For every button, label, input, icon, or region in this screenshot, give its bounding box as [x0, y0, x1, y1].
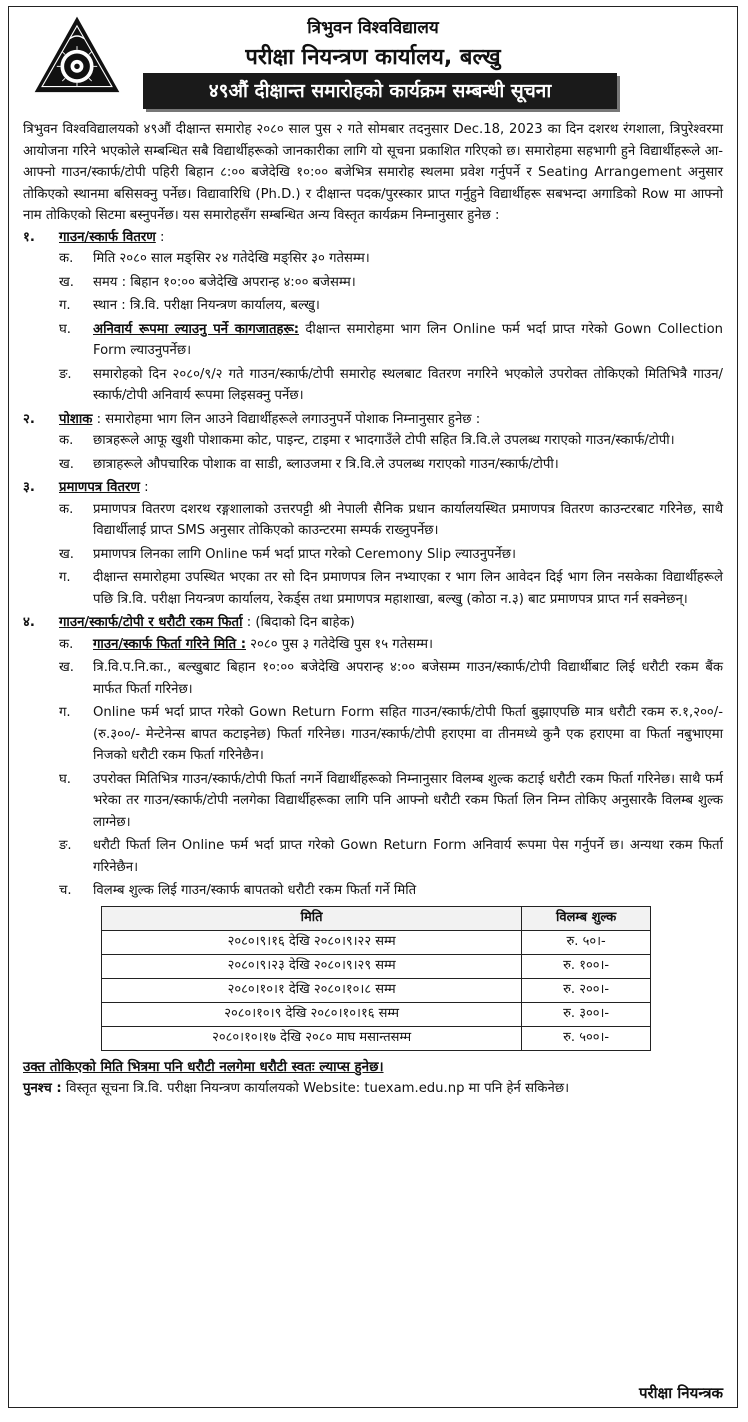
item-text: छात्रहरूले आफू खुशी पोशाकमा कोट, पाइन्ट, टाइमा र भादगाउँले टोपी सहित त्रि.वि.ले उपलब्ध गराएको गाउन/स्कार्फ/टोपी।	[93, 433, 675, 448]
item-text: स्थान : त्रि.वि. परीक्षा नियन्त्रण कार्यालय, बल्खु।	[93, 298, 320, 313]
item-label: ङ.	[59, 366, 72, 382]
section-title: प्रमाणपत्र वितरण	[59, 480, 140, 495]
section-subtitle: : समारोहमा भाग लिन आउने विद्यार्थीहरूले लगाउनुपर्ने पोशाक निम्नानुसार हुनेछ :	[92, 411, 481, 427]
list-item	[59, 364, 723, 407]
list-item	[59, 544, 723, 566]
item-heading: गाउन/स्कार्फ फिर्ता गरिने मिति :	[93, 636, 246, 652]
item-label: क.	[59, 501, 74, 517]
postscript-label: पुनश्च :	[23, 1080, 62, 1096]
office-name: परीक्षा नियन्त्रण कार्यालय, बल्खु	[245, 45, 501, 70]
item-text: छात्राहरूले औपचारिक पोशाक वा साडी, ब्लाउजमा र त्रि.वि.ले उपलब्ध गराएको गाउन/स्कार्फ/टोपी।	[93, 456, 559, 472]
section-number: २.	[23, 411, 35, 427]
date-range-cell: २०८०।९।१६ देखि २०८०।९।२२ सम्म	[102, 930, 522, 954]
section-subtitle: : (बिदाको दिन बाहेक)	[242, 615, 355, 630]
item-text: समारोहको दिन २०८०/९/२ गते गाउन/स्कार्फ/टोपी समारोह स्थलबाट वितरण नगरिने भएकोले उपरोक्त तोकिएको मितिभित्रै गाउन/स्कार्फ/टोपी अनिवार्य रूपमा लिइसक्नु पर्नेछ।	[93, 366, 723, 403]
item-label: ख.	[59, 274, 74, 290]
section-number: ३.	[23, 480, 35, 495]
table-row	[102, 978, 651, 1002]
table-row	[102, 930, 651, 954]
item-label: घ.	[59, 321, 71, 337]
item-label: ङ.	[59, 838, 72, 853]
item-label: ख.	[59, 456, 74, 472]
intro-paragraph: त्रिभुवन विश्वविद्यालयको ४९औं दीक्षान्त समारोह २०८० साल पुस २ गते सोमबार तदनुसार Dec.18, 2023 का दिन दशरथ रंगशाला, त्रिपुरेश्वरमा आयोजना गरिने भएकोले सम्बन्धित सबै विद्यार्थीहरूको जानकारीका लागि यो सूचना प्रकाशित गरिएको छ। समारोहमा सहभागी हुने विद्यार्थीहरूले आ-आफ्नो गाउन/स्कार्फ/टोपी पहिरी बिहान ८:०० बजेदेखि १०:०० बजेभित्र समारोह स्थलमा प्रवेश गर्नुपर्ने र Seating Arrangement अनुसार तोकिएको स्थानमा बसिसक्नु पर्नेछ। विद्यावारिधि (Ph.D.) र दीक्षान्त पदक/पुरस्कार प्राप्त गर्नुहुने विद्यार्थीहरू सबभन्दा अगाडिको Row मा आफ्नो नाम तोकिएको सिटमा बस्नुपर्नेछ। यस समारोहसँग सम्बन्धित अन्य विस्तृत कार्यक्रम निम्नानुसार हुनेछ :	[23, 122, 723, 223]
section-dress-code	[23, 409, 723, 476]
table-row	[102, 1026, 651, 1050]
section-number: १.	[23, 229, 35, 245]
notice-page	[8, 6, 738, 1408]
list-item	[59, 702, 723, 767]
item-label: ख.	[59, 546, 74, 562]
item-heading: अनिवार्य रूपमा ल्याउनु पर्ने कागजातहरू:	[93, 321, 300, 337]
table-header-row	[102, 906, 651, 930]
section-title: गाउन/स्कार्फ/टोपी र धरौटी रकम फिर्ता	[59, 615, 243, 630]
section-title: पोशाक	[59, 411, 93, 427]
list-item	[59, 319, 723, 362]
item-text: प्रमाणपत्र वितरण दशरथ रङ्गशालाको उत्तरपट्टी श्री नेपाली सैनिक प्रधान कार्यालयस्थित प्रमाणपत्र वितरण काउन्टरबाट गरिनेछ, साथै विद्यार्थीलाई प्राप्त SMS अनुसार तोकिएको काउन्टरमा सम्पर्क राख्नुपर्नेछ।	[93, 501, 723, 538]
postscript-text: विस्तृत सूचना त्रि.वि. परीक्षा नियन्त्रण कार्यालयको Website: tuexam.edu.np मा पनि हेर्न सकिनेछ।	[61, 1080, 570, 1096]
item-label: च.	[59, 883, 72, 898]
item-text: दीक्षान्त समारोहमा उपस्थित भएका तर सो दिन प्रमाणपत्र लिन नभ्याएका र भाग लिन आवेदन दिई भाग लिन नसकेका विद्यार्थीहरूले पछि त्रि.वि. परीक्षा नियन्त्रण कार्यालय, रेकर्ड्स तथा प्रमाणपत्र महाशाखा, बल्खु (कोठा न.३) बाट प्रमाणपत्र प्राप्त गर्न सक्नेछन्।	[93, 570, 723, 607]
item-text: मिति २०८० साल मङ्सिर २४ गतेदेखि मङ्सिर ३० गतेसम्म।	[93, 251, 370, 266]
item-text: धरौटी फिर्ता लिन Online फर्म भर्दा प्राप्त गरेको Gown Return Form अनिवार्य रूपमा पेस गर्नुपर्ने छ। अन्यथा रकम फिर्ता गरिनेछैन।	[93, 838, 723, 875]
item-label: क.	[59, 433, 74, 448]
item-text: दीक्षान्त समारोहमा भाग लिन Online फर्म भर्दा प्राप्त गरेको Gown Collection Form ल्याउनुपर्नेछ।	[93, 321, 723, 358]
date-range-cell: २०८०।१०।१ देखि २०८०।१०।८ सम्म	[102, 978, 522, 1002]
fee-cell: रु. ३००।-	[522, 1002, 651, 1026]
item-label: क.	[59, 636, 74, 652]
section-gown-distribution	[23, 227, 723, 407]
item-text: त्रि.वि.प.नि.का., बल्खुबाट बिहान १०:०० बजेदेखि अपरान्ह ४:०० बजेसम्म गाउन/स्कार्फ/टोपी विद्यार्थीबाट लिई धरौटी रकम बैंक मार्फत फिर्ता गरिनेछ।	[93, 660, 723, 697]
section-title: गाउन/स्कार्फ वितरण	[59, 229, 156, 245]
fee-cell: रु. १००।-	[522, 954, 651, 978]
list-item	[59, 880, 723, 902]
item-label: ग.	[59, 570, 71, 585]
list-item	[59, 657, 723, 700]
notice-title-banner: ४९औं दीक्षान्त समारोहको कार्यक्रम सम्बन्धी सूचना	[143, 73, 617, 109]
table-row	[102, 1002, 651, 1026]
list-item	[59, 295, 723, 317]
section-certificate-distribution	[23, 477, 723, 610]
item-label: ग.	[59, 298, 71, 313]
column-header-date: मिति	[102, 906, 522, 930]
deposit-lapse-warning: उक्त तोकिएको मिति भित्रमा पनि धरौटी नलगेमा धरौटी स्वतः ल्याप्स हुनेछ।	[23, 1059, 384, 1075]
list-item	[59, 634, 723, 656]
section-gown-return	[23, 612, 723, 1051]
item-text: २०८० पुस ३ गतेदेखि पुस १५ गतेसम्म।	[245, 636, 433, 652]
signature-title: परीक्षा नियन्त्रक	[639, 1384, 723, 1402]
item-text: समय : बिहान १०:०० बजेदेखि अपरान्ह ४:०० बजेसम्म।	[93, 274, 356, 290]
notice-header	[9, 7, 737, 117]
item-text: उपरोक्त मितिभित्र गाउन/स्कार्फ/टोपी फिर्ता नगर्ने विद्यार्थीहरूको निम्नानुसार विलम्ब शुल्क कटाई धरौटी रकम फिर्ता गरिनेछ। साथै फर्म भरेका तर गाउन/स्कार्फ/टोपी नलगेका विद्यार्थीहरूका लागि पनि आफ्नो धरौटी रकम फिर्ता लिन निम्न तोकिए अनुसारकै विलम्ब शुल्क लाग्नेछ।	[93, 771, 723, 830]
fee-cell: रु. ५००।-	[522, 1026, 651, 1050]
university-name: त्रिभुवन विश्वविद्यालय	[307, 18, 439, 38]
list-item	[59, 272, 723, 294]
fee-cell: रु. ५०।-	[522, 930, 651, 954]
item-label: ख.	[59, 660, 74, 675]
item-text: प्रमाणपत्र लिनका लागि Online फर्म भर्दा प्राप्त गरेको Ceremony Slip ल्याउनुपर्नेछ।	[93, 546, 516, 562]
list-item	[59, 499, 723, 542]
date-range-cell: २०८०।१०।१७ देखि २०८० माघ मसान्तसम्म	[102, 1026, 522, 1050]
list-item	[59, 769, 723, 834]
item-label: क.	[59, 251, 74, 266]
section-colon: :	[160, 229, 165, 245]
fee-cell: रु. २००।-	[522, 978, 651, 1002]
date-range-cell: २०८०।१०।९ देखि २०८०।१०।१६ सम्म	[102, 1002, 522, 1026]
list-item	[59, 430, 723, 452]
item-text: Online फर्म भर्दा प्राप्त गरेको Gown Return Form सहित गाउन/स्कार्फ/टोपी फिर्ता बुझाएपछि मात्र धरौटी रकम रु.१,२००/- (रु.३००/- मेन्टेनेन्स बापत कटाइनेछ) फिर्ता गरिनेछ। गाउन/स्कार्फ/टोपी हराएमा वा तीनमध्ये कुनै एक हराएमा वा फिर्ता नबुभाएमा निजको धरौटी रकम फिर्ता गरिनेछैन।	[93, 705, 723, 763]
section-number: ४.	[23, 615, 35, 630]
section-colon: :	[144, 480, 149, 495]
item-label: घ.	[59, 771, 71, 787]
item-label: ग.	[59, 705, 71, 720]
late-fee-table	[101, 906, 651, 1051]
postscript	[23, 1078, 723, 1096]
list-item	[59, 248, 723, 270]
list-item	[59, 567, 723, 610]
item-text: विलम्ब शुल्क लिई गाउन/स्कार्फ बापतको धरौटी रकम फिर्ता गर्ने मिति	[93, 883, 417, 898]
date-range-cell: २०८०।९।२३ देखि २०८०।९।२९ सम्म	[102, 954, 522, 978]
table-row	[102, 954, 651, 978]
list-item	[59, 835, 723, 878]
column-header-fee: विलम्ब शुल्क	[522, 906, 651, 930]
list-item	[59, 454, 723, 476]
